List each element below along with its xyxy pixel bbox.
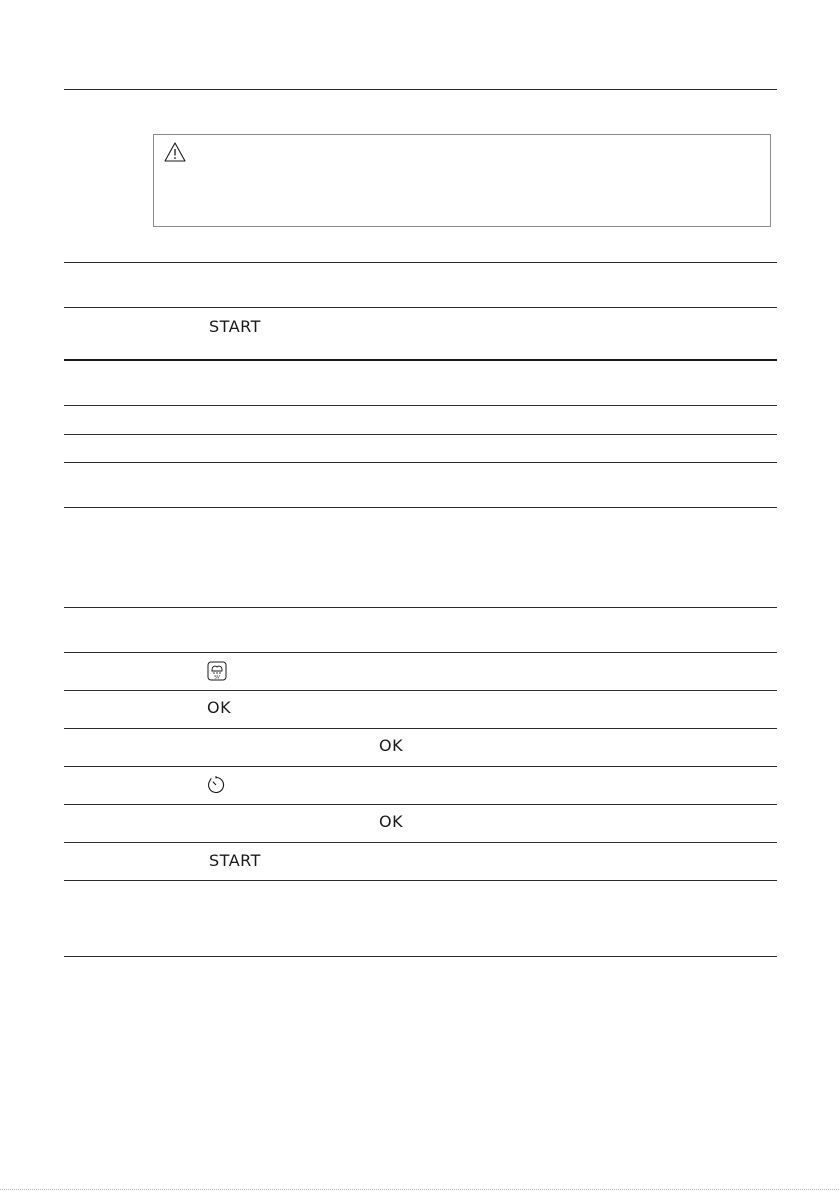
page-edge bbox=[0, 1189, 840, 1190]
table-rule bbox=[64, 307, 777, 308]
table-rule-bottom bbox=[64, 956, 777, 957]
start-label: START bbox=[209, 317, 261, 336]
ok-label: OK bbox=[207, 698, 232, 717]
table-rule bbox=[64, 652, 777, 653]
section-rule-top bbox=[64, 89, 777, 90]
svg-text:SV: SV bbox=[214, 674, 220, 680]
table-rule bbox=[64, 728, 777, 729]
warning-box bbox=[153, 134, 771, 227]
table-rule bbox=[64, 262, 777, 263]
table-rule bbox=[64, 462, 777, 463]
table-rule bbox=[64, 842, 777, 843]
table-rule bbox=[64, 766, 777, 767]
table-rule bbox=[64, 804, 777, 805]
table-rule bbox=[64, 405, 777, 406]
table-rule bbox=[64, 434, 777, 435]
table-rule bbox=[64, 507, 777, 508]
timer-icon bbox=[206, 775, 226, 795]
table-rule bbox=[64, 690, 777, 691]
ok-label: OK bbox=[379, 736, 404, 755]
ok-label: OK bbox=[379, 812, 404, 831]
start-label: START bbox=[209, 851, 261, 870]
steam-sous-vide-icon bbox=[207, 661, 227, 681]
warning-triangle-icon bbox=[164, 141, 186, 163]
table-rule bbox=[64, 607, 777, 608]
table-rule bbox=[64, 880, 777, 881]
table-rule-bottom bbox=[64, 359, 777, 361]
